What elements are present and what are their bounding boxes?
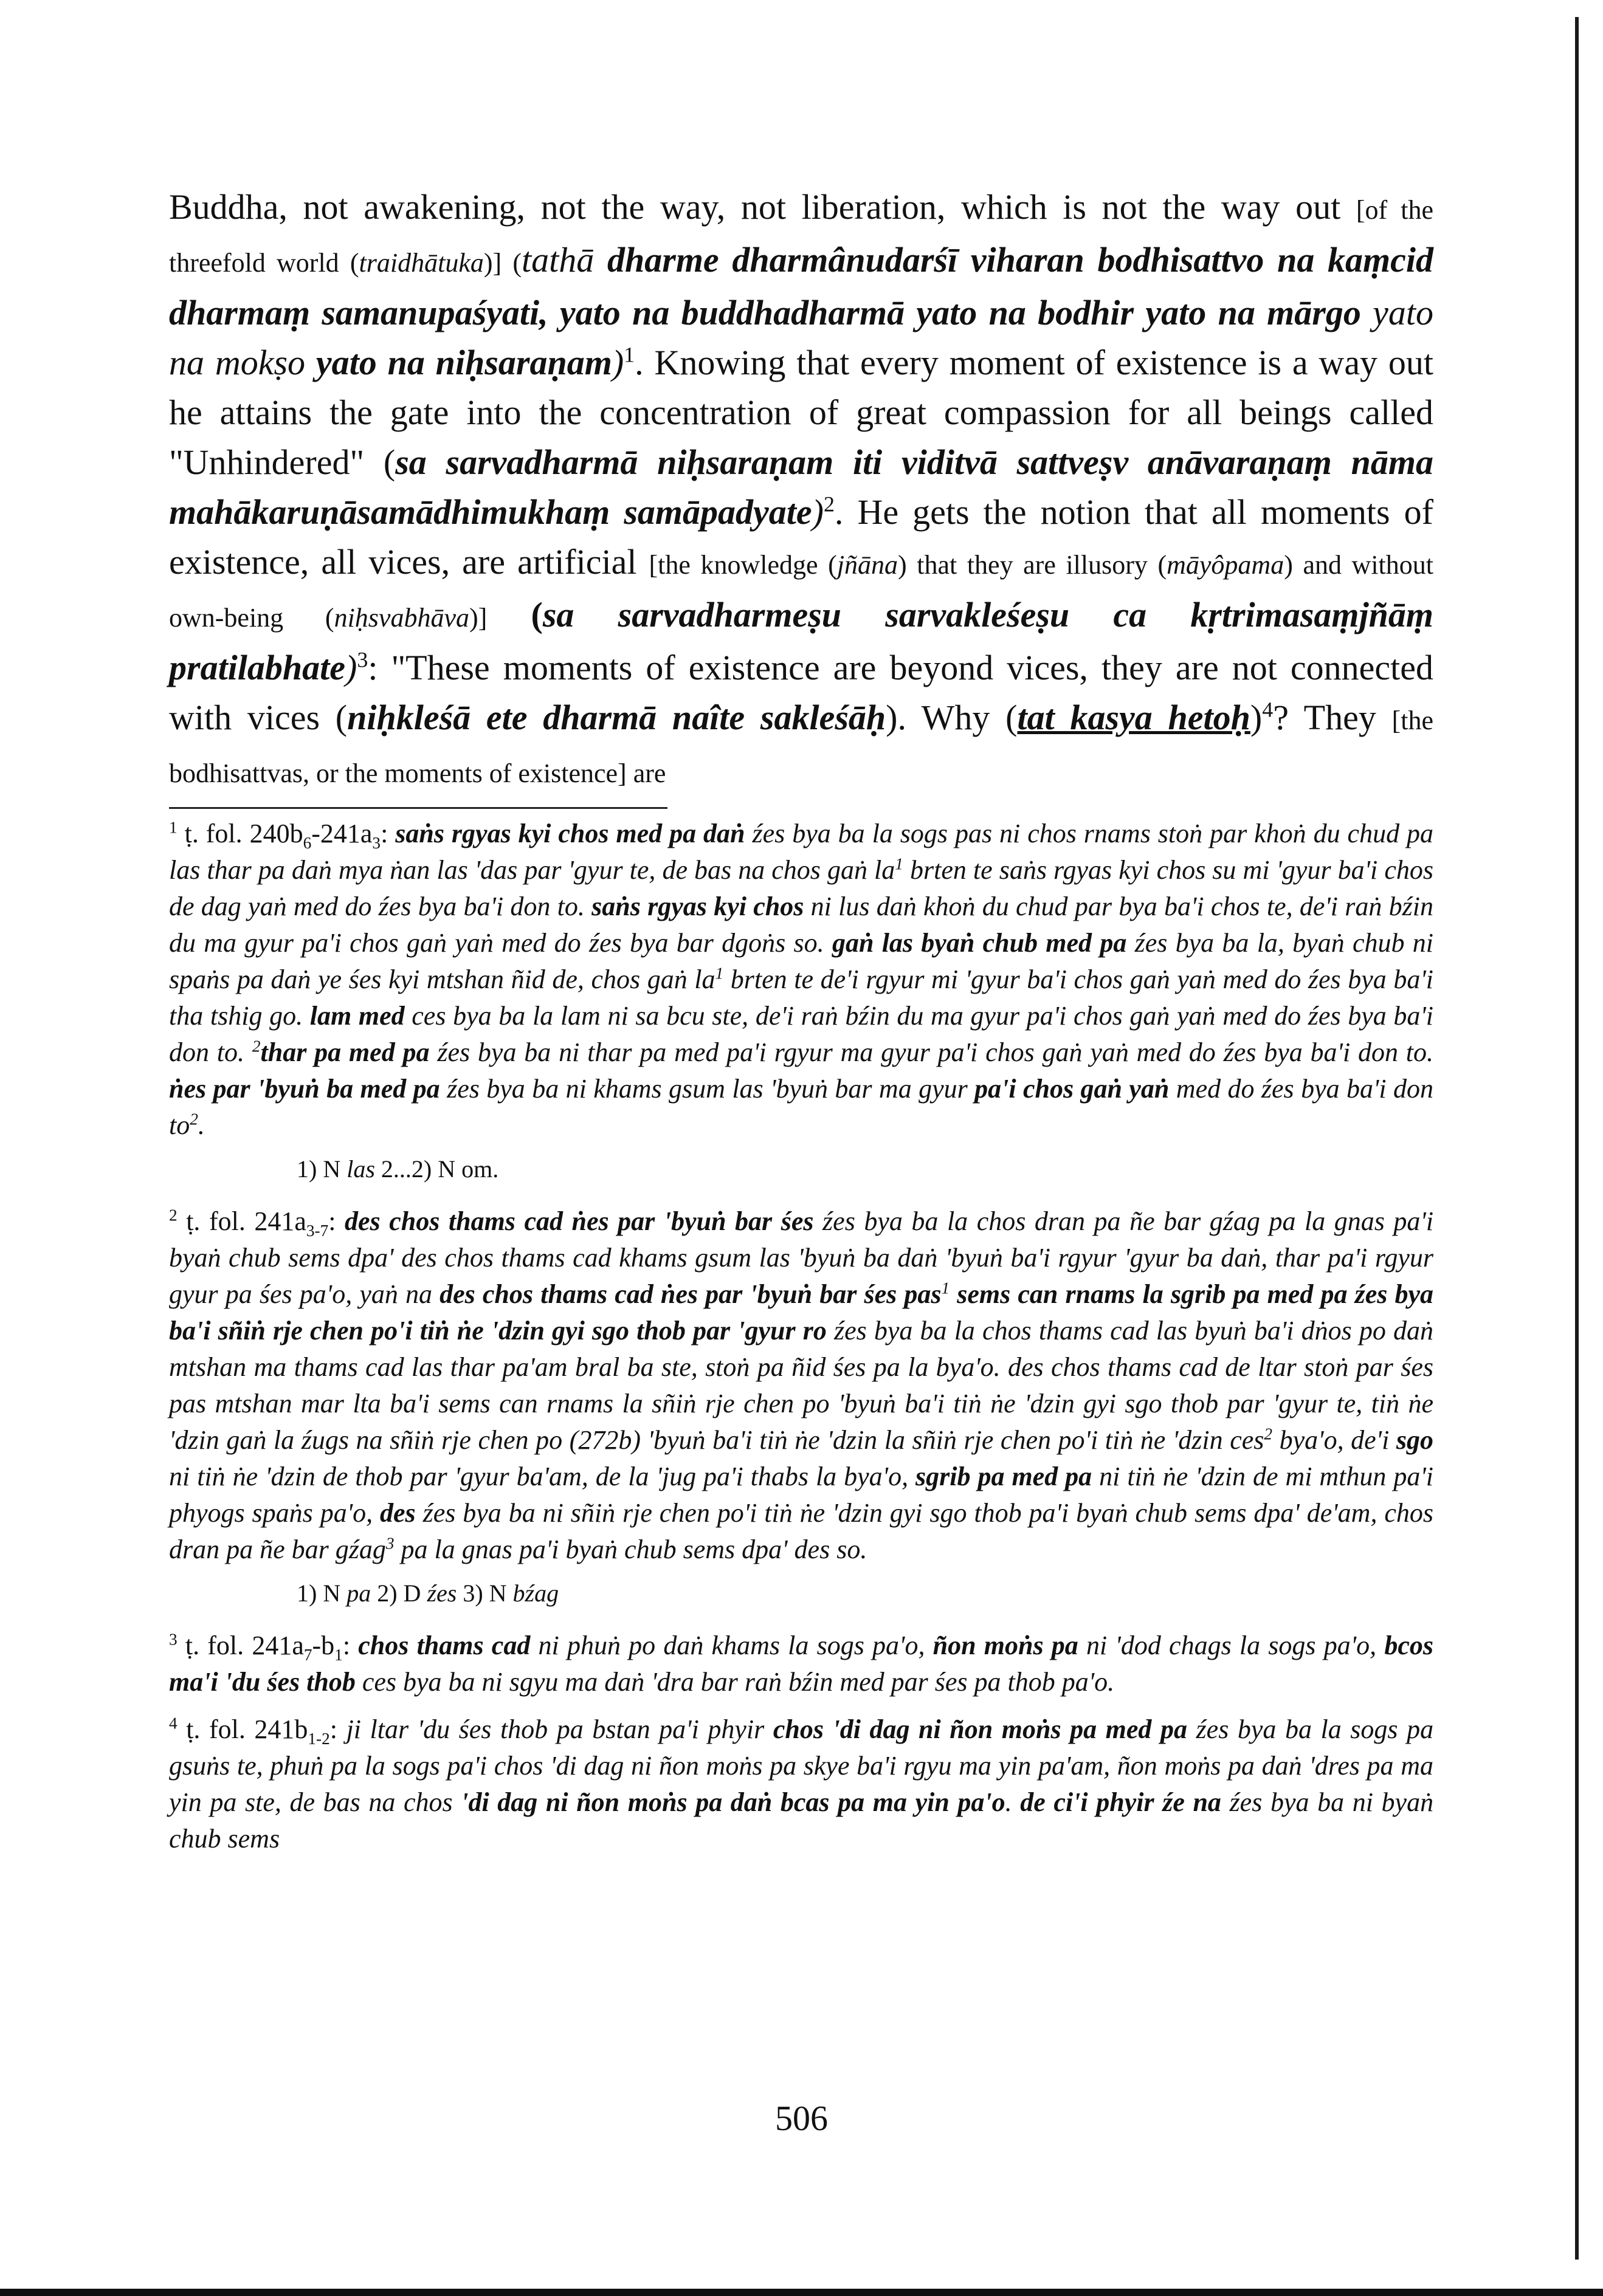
- footnote-1-variants: 1) N las 2...2) N om.: [297, 1155, 499, 1183]
- footnote-separator: [169, 807, 667, 809]
- footnote-3: $^3$ ṭ. fol. $241a_7-b_1$: chos thams cad ni phuṅ po daṅ khams la sogs pa'o, ñon moṅs pa ni 'dod chags la sogs pa'o, bcos ma'i 'du śes thob ces bya ba ni sgyu ma daṅ 'dra bar raṅ bźin med par śes pa thob pa'o.: [169, 1630, 1434, 1697]
- main-paragraph: Buddha, not awakening, not the way, not liberation, which is not the way out [of the threefold world (traidhātuka)] (tathā dharme dharmânudarśī viharan bodhisattvo na kaṃcid dharmaṃ samanupaśyati, yato na buddhadharmā yato na bodhir yato na mārgo yato na mokṣo yato na niḥsaraṇam)$^1$. Knowing that every moment of existence is a way out he attains the gate into the concentration of great compassion for all beings called "Unhindered" (sa sarvadharmā niḥsaraṇam iti viditvā sattveṣv anāvaraṇaṃ nāma mahākaruṇāsamādhimukhaṃ samāpadyate)$^2$. He gets the notion that all moments of existence, all vices, are artificial [the knowledge (jñāna) that they are illusory (māyôpama) and without own-being (niḥsvabhāva)] (sa sarvadharmeṣu sarvakleśeṣu ca kṛtrimasaṃjñāṃ pratilabhate)$^3$: "These moments of existence are beyond vices, they are not connected with vices (niḥkleśā ete dharmā naîte sakleśāḥ). Why (tat kasya hetoḥ)$^4$? They [the bodhisattvas, or the moments of existence] are: [169, 187, 1434, 788]
- footnotes: [169, 816, 1433, 1868]
- page-number: 506: [775, 2098, 828, 2138]
- footnote-1: $^1$ ṭ. fol. $240b_6-241a_3$: saṅs rgyas kyi chos med pa daṅ źes bya ba la sogs pas ni chos rnams stoṅ par khoṅ du chud pa las thar pa daṅ mya ṅan las 'das par 'gyur te, de bas na chos gaṅ $la^1$ brten te saṅs rgyas kyi chos su mi 'gyur ba'i chos de dag yaṅ med do źes bya ba'i don to. saṅs rgyas kyi chos ni lus daṅ khoṅ du chud par bya ba'i chos te, de'i raṅ bźin du ma gyur pa'i chos gaṅ yaṅ med do źes bya bar dgoṅs so. gaṅ las byaṅ chub med pa źes bya ba la, byaṅ chub ni spaṅs pa daṅ ye śes kyi mtshan ñid de, chos gaṅ $la^1$ brten te de'i rgyur mi 'gyur ba'i chos gaṅ yaṅ med do źes bya ba'i tha tshig go. lam med ces bya ba la lam ni sa bcu ste, de'i raṅ bźin du ma gyur pa'i chos gaṅ yaṅ med do źes bya ba'i don to. $^2$thar pa med pa źes bya ba ni thar pa med pa'i rgyur ma gyur pa'i chos gaṅ yaṅ med do źes bya ba'i don to. ṅes par 'byuṅ ba med pa źes bya ba ni khams gsum las 'byuṅ bar ma gyur pa'i chos gaṅ yaṅ med do źes bya ba'i don $to^2$.: [169, 818, 1434, 1140]
- main-text: [169, 182, 1433, 799]
- scan-border-right: [1575, 17, 1579, 2260]
- scan-border-bottom: [0, 2289, 1603, 2296]
- footnote-4: $^4$ ṭ. fol. $241b_{1-2}$: ji ltar 'du śes thob pa bstan pa'i phyir chos 'di dag ni ñon moṅs pa med pa źes bya ba la sogs pa gsuṅs te, phuṅ pa la sogs pa'i chos 'di dag ni ñon moṅs pa skye ba'i rgyu ma yin pa'am, ñon moṅs pa daṅ 'dres pa ma yin pa ste, de bas na chos 'di dag ni ñon moṅs pa daṅ bcas pa ma yin pa'o. de ci'i phyir źe na źes bya ba ni byaṅ chub sems: [169, 1714, 1434, 1854]
- footnote-2-variants: 1) N pa 2) D źes 3) N bźag: [297, 1579, 559, 1607]
- footnote-2: $^2$ ṭ. fol. $241a_{3-7}$: des chos thams cad ṅes par 'byuṅ bar śes źes bya ba la chos dran pa ñe bar gźag pa la gnas pa'i byaṅ chub sems dpa' des chos thams cad khams gsum las 'byuṅ ba daṅ 'byuṅ ba'i rgyur 'gyur ba daṅ, thar pa'i rgyur gyur pa śes pa'o, yaṅ na des chos thams cad ṅes par 'byuṅ bar śes pas$^1$ sems can rnams la sgrib pa med pa źes bya ba'i sñiṅ rje chen po'i tiṅ ṅe 'dzin gyi sgo thob par 'gyur ro źes bya ba la chos thams cad las byuṅ ba'i dṅos po daṅ mtshan ma thams cad las thar pa'am bral ba ste, stoṅ pa ñid śes pa la bya'o. des chos thams cad de ltar stoṅ par śes pas mtshan mar lta ba'i sems can rnams la sñiṅ rje chen po 'byuṅ ba'i tiṅ ṅe 'dzin gyi sgo thob par 'gyur te, tiṅ ṅe 'dzin gaṅ la źugs na sñiṅ rje chen po (272b) 'byuṅ ba'i tiṅ ṅe 'dzin la sñiṅ rje chen po'i tiṅ ṅe 'dzin ces$^2$ bya'o, de'i sgo ni tiṅ ṅe 'dzin de thob par 'gyur ba'am, de la 'jug pa'i thabs la bya'o, sgrib pa med pa ni tiṅ ṅe 'dzin de mi mthun pa'i phyogs spaṅs pa'o, des źes bya ba ni sñiṅ rje chen po'i tiṅ ṅe 'dzin gyi sgo thob pa'i byaṅ chub sems dpa' de'am, chos dran pa ñe bar gźag$^3$ pa la gnas pa'i byaṅ chub sems dpa' des so.: [169, 1206, 1434, 1564]
